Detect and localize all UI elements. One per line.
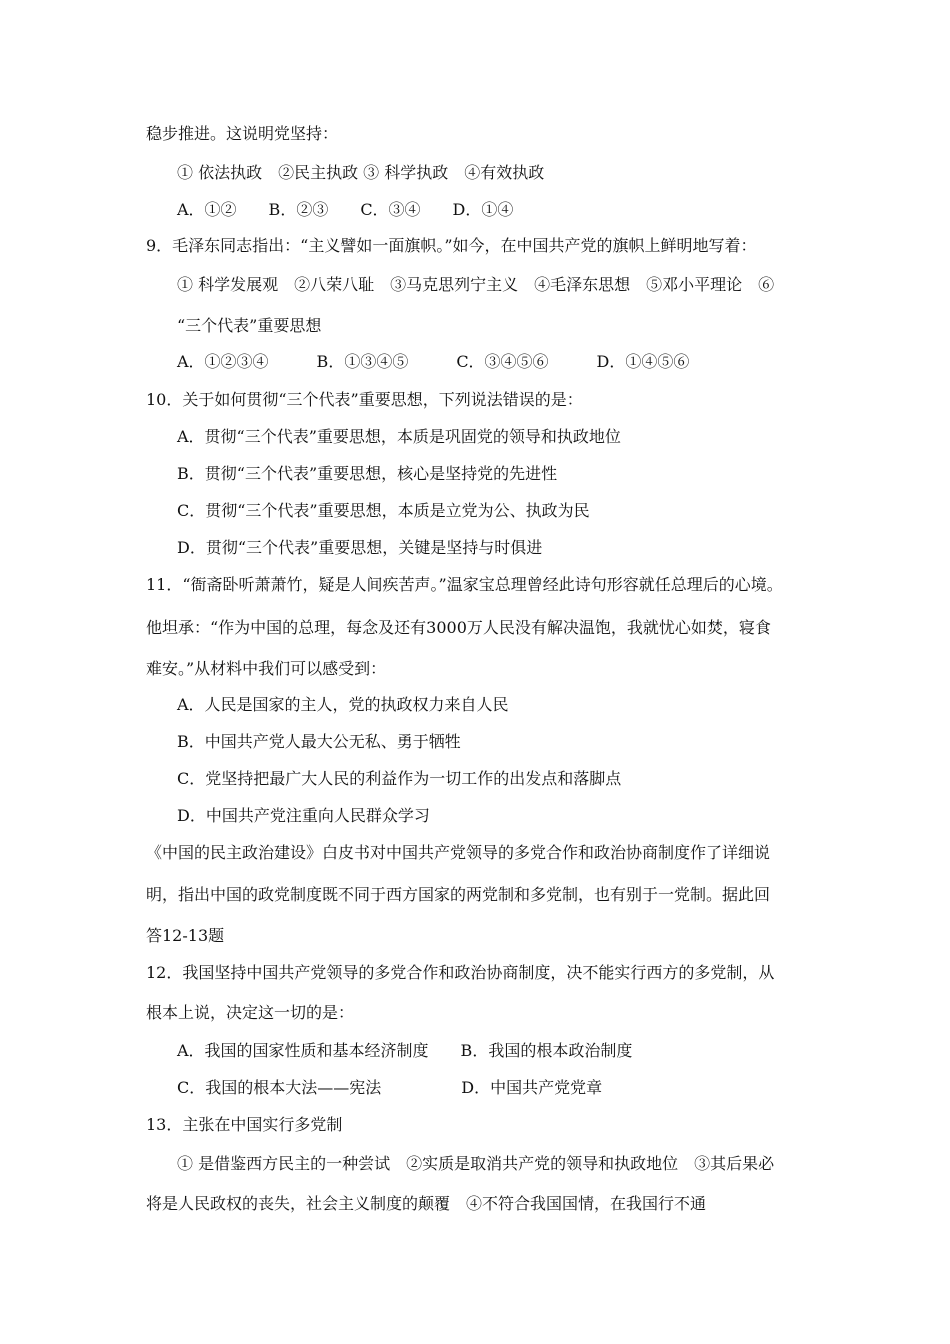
- text-line: 13．主张在中国实行多党制: [146, 1115, 343, 1134]
- text-line: 将是人民政权的丧失，社会主义制度的颠覆 ④不符合我国国情，在我国行不通: [146, 1194, 707, 1213]
- text-line: C．我国的根本大法——宪法 D．中国共产党党章: [177, 1078, 603, 1097]
- text-line: 他坦承：“作为中国的总理，每念及还有3000万人民没有解决温饱，我就忧心如焚，寝食: [146, 618, 771, 637]
- text-line: 12．我国坚持中国共产党领导的多党合作和政治协商制度，决不能实行西方的多党制，从: [146, 963, 775, 982]
- text-line: A．①②③④ B．①③④⑤ C．③④⑤⑥ D．①④⑤⑥: [177, 352, 690, 371]
- text-line: A．我国的国家性质和基本经济制度 B．我国的根本政治制度: [177, 1041, 633, 1060]
- text-line: 难安。”从材料中我们可以感受到：: [146, 659, 387, 678]
- text-line: A．贯彻“三个代表”重要思想，本质是巩固党的领导和执政地位: [177, 427, 621, 446]
- text-line: D．中国共产党注重向人民群众学习: [177, 806, 430, 825]
- text-line: “三个代表”重要思想: [177, 316, 322, 335]
- text-line: A．①② B．②③ C．③④ D．①④: [177, 200, 514, 219]
- text-line: C．党坚持把最广大人民的利益作为一切工作的出发点和落脚点: [177, 769, 622, 788]
- text-line: ① 依法执政 ②民主执政 ③ 科学执政 ④有效执政: [177, 163, 545, 182]
- text-line: B．贯彻“三个代表”重要思想，核心是坚持党的先进性: [177, 464, 558, 483]
- text-line: 9．毛泽东同志指出：“主义譬如一面旗帜。”如今，在中国共产党的旗帜上鲜明地写着：: [146, 236, 757, 255]
- text-line: 答12-13题: [146, 926, 225, 945]
- text-line: 10．关于如何贯彻“三个代表”重要思想，下列说法错误的是：: [146, 390, 583, 409]
- text-line: ① 科学发展观 ②八荣八耻 ③马克思列宁主义 ④毛泽东思想 ⑤邓小平理论 ⑥: [177, 275, 775, 294]
- text-line: ① 是借鉴西方民主的一种尝试 ②实质是取消共产党的领导和执政地位 ③其后果必: [177, 1154, 775, 1173]
- text-line: 根本上说，决定这一切的是：: [146, 1003, 355, 1022]
- text-line: 11．“衙斋卧听萧萧竹，疑是人间疾苦声。”温家宝总理曾经此诗句形容就任总理后的心境。: [146, 575, 783, 594]
- text-line: D．贯彻“三个代表”重要思想，关键是坚持与时俱进: [177, 538, 543, 557]
- text-line: 《中国的民主政治建设》白皮书对中国共产党领导的多党合作和政治协商制度作了详细说: [146, 843, 771, 862]
- text-line: A．人民是国家的主人，党的执政权力来自人民: [177, 695, 509, 714]
- text-line: 明，指出中国的政党制度既不同于西方国家的两党制和多党制，也有别于一党制。据此回: [146, 885, 771, 904]
- text-line: 稳步推进。这说明党坚持：: [146, 124, 339, 143]
- text-line: C．贯彻“三个代表”重要思想，本质是立党为公、执政为民: [177, 501, 590, 520]
- text-line: B．中国共产党人最大公无私、勇于牺牲: [177, 732, 461, 751]
